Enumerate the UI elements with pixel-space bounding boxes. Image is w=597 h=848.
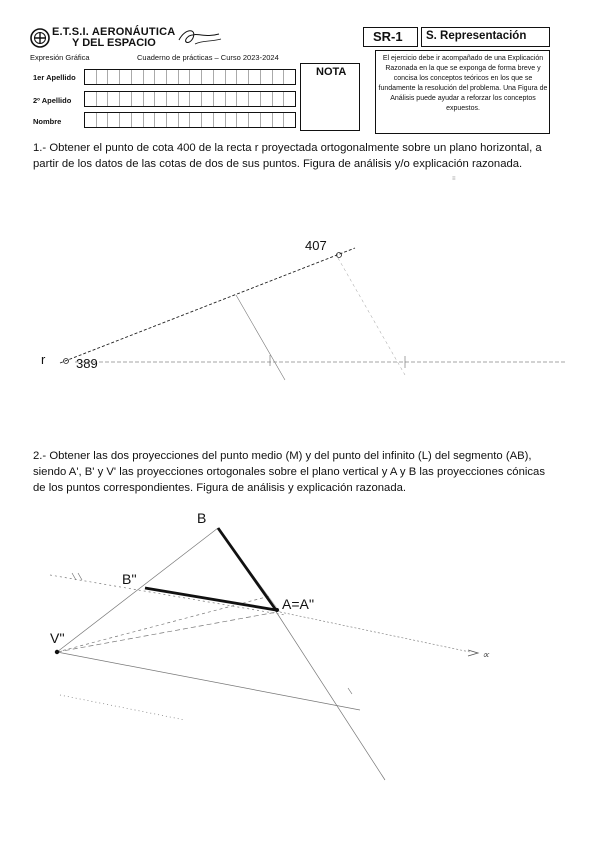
label-389: 389 [76, 356, 98, 371]
ray-a-down [275, 610, 385, 780]
segment-ab [218, 528, 276, 610]
school-name: E.T.S.I. AERONÁUTICA [52, 26, 176, 38]
svg-text:∝: ∝ [482, 650, 490, 661]
label-a-equals-a-double-prime: A=A'' [282, 596, 315, 612]
label-b: B [197, 510, 207, 526]
school-name-line2: Y DEL ESPACIO [72, 37, 156, 49]
question-2-text: 2.- Obtener las dos proyecciones del punto medio (M) y del punto del infinito (L) del segmento (AB), siendo A', B' y V' las proyecciones ortogonales sobre el plano vertical y A y B las proyecciones cónicas de los puntos correspondientes. Figura de análisis y explicación razonada. [33, 450, 545, 494]
ray-a-infinity [280, 612, 470, 652]
segment-b2a2 [145, 588, 276, 610]
field-label-name: Nombre [33, 117, 62, 126]
label-b-double-prime: B'' [122, 571, 137, 587]
sheet-topic: S. Representación [426, 30, 527, 42]
field-label-surname2: 2º Apellido [33, 96, 72, 105]
ray-v-a [57, 612, 277, 652]
ray-v-b [57, 528, 218, 652]
construction-dotted [60, 695, 185, 720]
sheet-code: SR-1 [373, 29, 403, 44]
question-1-text: 1.- Obtener el punto de cota 400 de la recta r proyectada ortogonalmente sobre un plano horizontal, a partir de los datos de las cotas de dos de sus puntos. Figura de análisis y/o explicación razonada. [33, 142, 542, 170]
point-v [55, 650, 59, 654]
instructions-text: El ejercicio debe ir acompañado de una Explicación Razonada en la que se exponga de forma breve y concisa los conceptos teóricos en los que se fundamente la resolución del problema. Una Figura de Análisis puede ayudar a reforzar los conceptos expuestos. [378, 55, 548, 112]
horizon-line [50, 575, 285, 615]
label-v-double-prime: V'' [50, 630, 65, 646]
grade-label: NOTA [316, 66, 347, 78]
label-r: r [41, 352, 46, 367]
field-label-surname1: 1er Apellido [33, 73, 76, 82]
point-a [275, 608, 279, 612]
arrow-infinity-icon [468, 650, 478, 656]
label-407: 407 [305, 238, 327, 253]
course-info: Cuaderno de prácticas – Curso 2023-2024 [137, 53, 279, 62]
svg-text:≡: ≡ [452, 176, 456, 182]
department: Expresión Gráfica [30, 53, 90, 62]
ray-v-infinity [57, 652, 360, 710]
